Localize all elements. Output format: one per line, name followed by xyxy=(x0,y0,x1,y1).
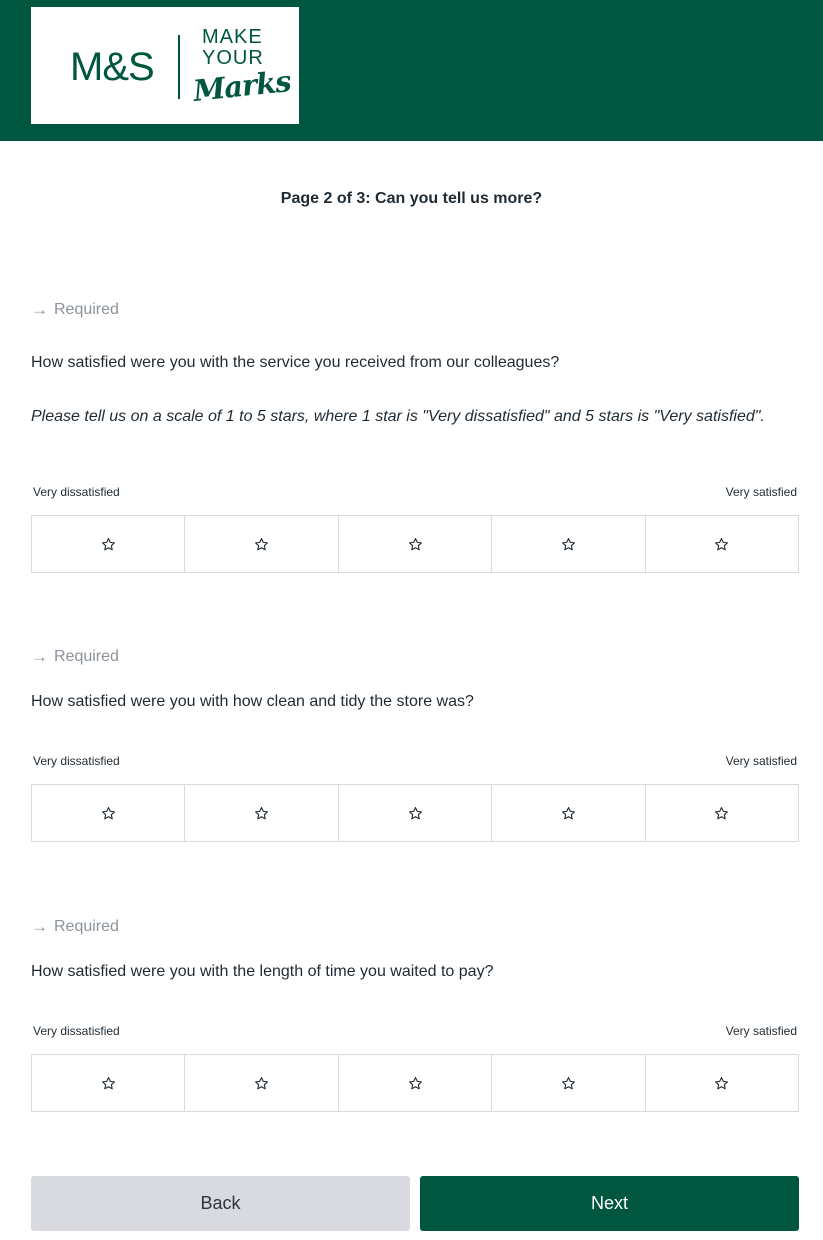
scale-max-label: Very satisfied xyxy=(725,754,797,768)
logo-tagline xyxy=(202,27,264,69)
page-title: Page 2 of 3: Can you tell us more? xyxy=(280,190,543,207)
brand-logo xyxy=(31,7,299,124)
arrow-right-icon: → xyxy=(31,647,48,666)
required-indicator-3 xyxy=(31,917,119,937)
star-outline-icon xyxy=(101,806,116,821)
star-outline-icon xyxy=(714,806,729,821)
required-label: Required xyxy=(54,301,119,318)
star-outline-icon xyxy=(408,1076,423,1091)
question-2-text: How satisfied were you with how clean and tidy the store was? xyxy=(31,693,474,710)
star-option-1[interactable] xyxy=(32,785,185,841)
star-option-3[interactable] xyxy=(339,516,492,572)
star-option-4[interactable] xyxy=(492,785,645,841)
star-option-4[interactable] xyxy=(492,516,645,572)
star-option-1[interactable] xyxy=(32,1055,185,1111)
question-1-text: How satisfied were you with the service you received from our colleagues? xyxy=(31,354,560,371)
star-outline-icon xyxy=(714,1076,729,1091)
star-outline-icon xyxy=(101,1076,116,1091)
next-button[interactable]: Next xyxy=(420,1176,799,1231)
back-button[interactable]: Back xyxy=(31,1176,410,1231)
star-outline-icon xyxy=(561,1076,576,1091)
logo-tagline-script: Marks xyxy=(191,63,293,109)
star-option-5[interactable] xyxy=(646,516,798,572)
star-outline-icon xyxy=(408,537,423,552)
star-option-2[interactable] xyxy=(185,1055,338,1111)
star-rating-2[interactable] xyxy=(31,784,799,842)
star-option-1[interactable] xyxy=(32,516,185,572)
question-3-text: How satisfied were you with the length of time you waited to pay? xyxy=(31,963,494,980)
logo-divider xyxy=(178,35,180,99)
scale-max-label: Very satisfied xyxy=(725,485,797,499)
star-option-3[interactable] xyxy=(339,1055,492,1111)
star-outline-icon xyxy=(254,1076,269,1091)
scale-min-label: Very dissatisfied xyxy=(33,1024,120,1038)
scale-max-label: Very satisfied xyxy=(725,1024,797,1038)
star-option-2[interactable] xyxy=(185,785,338,841)
star-outline-icon xyxy=(714,537,729,552)
star-option-4[interactable] xyxy=(492,1055,645,1111)
logo-tagline-line1: MAKE xyxy=(202,26,263,48)
logo-ms-text: M&S xyxy=(70,45,154,89)
required-indicator-1 xyxy=(31,300,119,320)
star-rating-1[interactable] xyxy=(31,515,799,573)
star-outline-icon xyxy=(561,806,576,821)
required-label: Required xyxy=(54,918,119,935)
star-outline-icon xyxy=(408,806,423,821)
arrow-right-icon: → xyxy=(31,917,48,936)
site-header xyxy=(0,0,823,141)
star-outline-icon xyxy=(254,537,269,552)
scale-min-label: Very dissatisfied xyxy=(33,485,120,499)
star-option-2[interactable] xyxy=(185,516,338,572)
arrow-right-icon: → xyxy=(31,300,48,319)
star-option-5[interactable] xyxy=(646,1055,798,1111)
question-1-hint: Please tell us on a scale of 1 to 5 stars, where 1 star is "Very dissatisfied" and 5 stars is "Very satisfied". xyxy=(31,408,765,425)
scale-min-label: Very dissatisfied xyxy=(33,754,120,768)
logo-tagline-line2: YOUR xyxy=(202,47,264,69)
star-outline-icon xyxy=(561,537,576,552)
required-indicator-2 xyxy=(31,647,119,667)
star-option-5[interactable] xyxy=(646,785,798,841)
star-rating-3[interactable] xyxy=(31,1054,799,1112)
star-option-3[interactable] xyxy=(339,785,492,841)
star-outline-icon xyxy=(101,537,116,552)
required-label: Required xyxy=(54,648,119,665)
star-outline-icon xyxy=(254,806,269,821)
